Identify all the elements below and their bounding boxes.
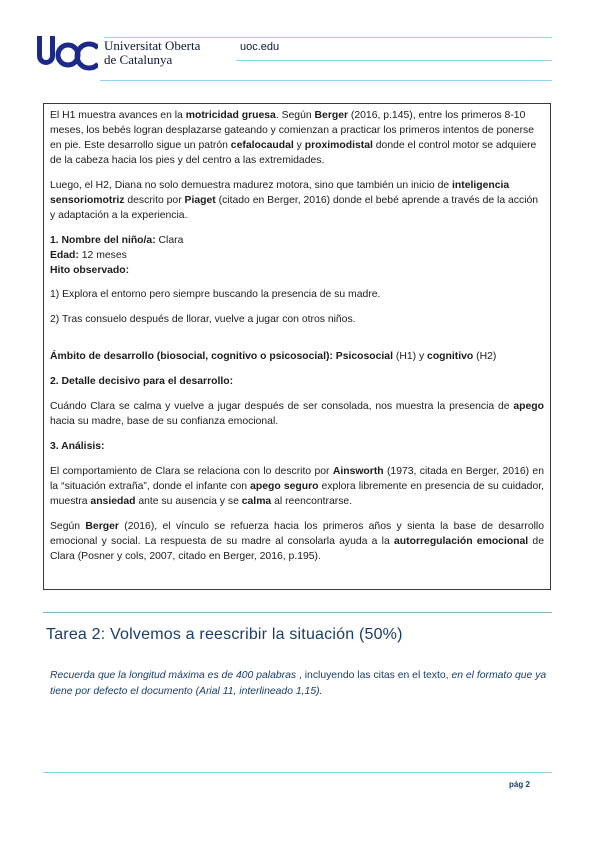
header-rule-mid <box>236 60 552 61</box>
task2-heading: Tarea 2: Volvemos a reescribir la situación (50%) <box>46 626 403 643</box>
uoc-logo-icon <box>34 34 98 76</box>
task2-instructions: Recuerda que la longitud máxima es de 400 palabras , incluyendo las citas en el texto, en el formato que ya tiene por defecto el documento (Arial 11, interlineado 1,15). <box>50 670 547 697</box>
section-divider <box>43 612 552 613</box>
footer-rule <box>43 772 552 773</box>
header-rule-bottom <box>100 80 552 81</box>
paragraph-h1: El H1 muestra avances en la motricidad gruesa. Según Berger (2016, p.145), entre los primeros 8-10 meses, los bebés logran desplazarse gateando y comienzan a practicar los primeros intentos de ponerse en pie. Este desarrollo sigue un patrón cefalocaudal y proximodistal donde el control motor se adquiere de la cabeza hacia los pies y del centro a las extremidades. <box>50 110 537 166</box>
university-name-line1: Universitat Oberta <box>104 38 201 53</box>
milestone-item-2: 2) Tras consuelo después de llorar, vuelve a jugar con otros niños. <box>50 314 356 325</box>
child-info: 1. Nombre del niño/a: Clara Edad: 12 meses Hito observado: <box>50 235 184 276</box>
university-url: uoc.edu <box>240 41 280 53</box>
paragraph-h2: Luego, el H2, Diana no solo demuestra madurez motora, sino que también un inicio de inteligencia sensoriomotriz descrito por Piaget (citado en Berger, 2016) donde el bebé aprende a través de la acción y adaptación a la experiencia. <box>50 180 539 221</box>
milestone-item-1: 1) Explora el entorno pero siempre buscando la presencia de su madre. <box>50 289 381 300</box>
university-name-line2: de Catalunya <box>104 52 173 67</box>
paragraph-detail: Cuándo Clara se calma y vuelve a jugar después de ser consolada, nos muestra la presencia de apego hacia su madre, base de su confianza emocional. <box>50 401 544 427</box>
development-area: Ámbito de desarrollo (biosocial, cognitivo o psicosocial): Psicosocial (H1) y cognitivo (H2) <box>50 351 497 362</box>
university-name <box>104 39 200 67</box>
detail-title: 2. Detalle decisivo para el desarrollo: <box>50 376 234 387</box>
task1-answer-box <box>43 103 551 590</box>
page-number: pág 2 <box>509 780 530 789</box>
paragraph-berger: Según Berger (2016), el vínculo se refuerza hacia los primeros años y sienta la base de desarrollo emocional y social. La respuesta de su madre al consolarla ayuda a la autorregulación emocional de Clara (Posner y cols, 2007, citado en Berger, 2016, p.195). <box>50 521 545 562</box>
paragraph-analysis: El comportamiento de Clara se relaciona con lo descrito por Ainsworth (1973, citada en Berger, 2016) en la “situación extraña”, donde el infante con apego seguro explora libremente en presencia de su cuidador, muestra ansiedad ante su ausencia y se calma al reencontrarse. <box>50 466 544 507</box>
analysis-title: 3. Análisis: <box>50 441 105 452</box>
